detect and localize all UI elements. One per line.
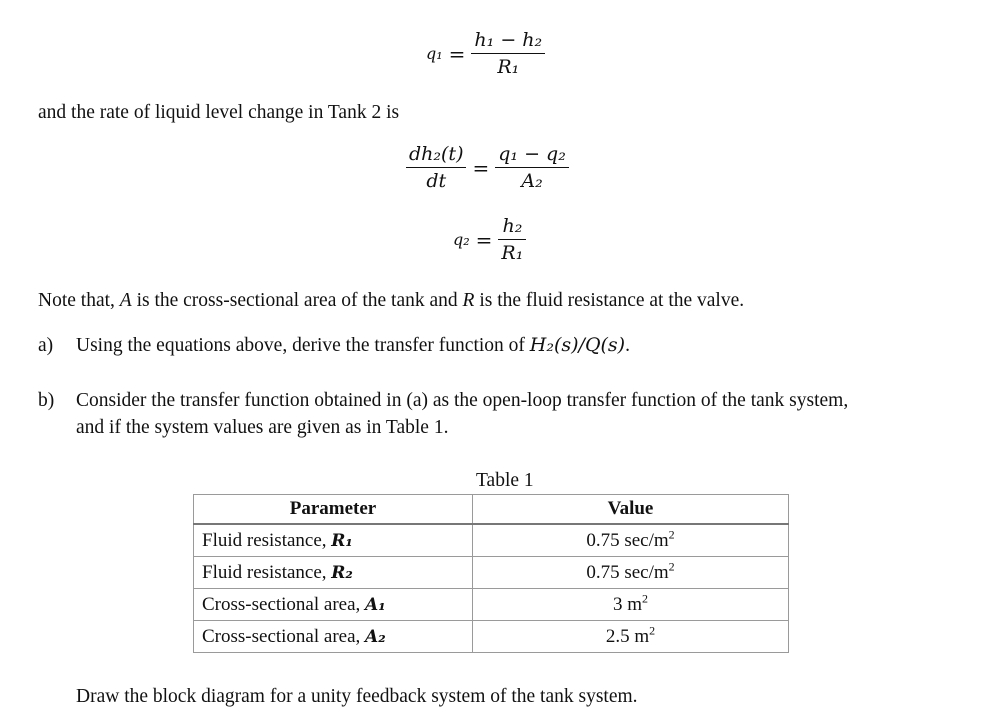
eq2-lhs-numerator: dh₂(t) xyxy=(409,143,464,165)
question-b-line2: and if the system values are given as in Table 1. xyxy=(76,417,449,438)
value-exponent: 2 xyxy=(668,527,675,542)
param-symbol: R₂ xyxy=(331,562,353,583)
value-text: 0.75 sec/m xyxy=(586,529,669,551)
question-a-body: Using the equations above, derive the transfer function of xyxy=(76,335,530,356)
eq1-lhs: q₁ xyxy=(426,44,443,63)
question-b-label: b) xyxy=(38,390,55,411)
final-instruction: Draw the block diagram for a unity feedback system of the tank system. xyxy=(76,686,638,707)
eq3-fraction xyxy=(498,213,526,266)
table-row xyxy=(194,557,789,589)
param-cell xyxy=(194,589,473,621)
value-cell xyxy=(473,557,789,589)
param-cell xyxy=(194,557,473,589)
eq2-lhs-fraction xyxy=(406,141,466,194)
eq2-rhs-numerator: q₁ − q₂ xyxy=(498,143,566,165)
note-text xyxy=(38,291,744,311)
note-symbol-a: A xyxy=(119,290,132,311)
table-row xyxy=(194,589,789,621)
value-text: 0.75 sec/m xyxy=(586,561,669,583)
param-cell xyxy=(194,524,473,557)
param-symbol: A₂ xyxy=(365,626,386,647)
value-cell xyxy=(473,524,789,557)
intro-text: and the rate of liquid level change in Tank 2 is xyxy=(38,102,400,123)
param-label: Fluid resistance, xyxy=(202,529,332,551)
question-b-line1: Consider the transfer function obtained in (a) as the open-loop transfer function of the tank system, xyxy=(76,390,849,411)
equation-q1 xyxy=(426,27,545,80)
eq1-numerator: h₁ − h₂ xyxy=(474,29,543,51)
param-label: Fluid resistance, xyxy=(202,561,332,583)
value-exponent: 2 xyxy=(668,559,675,574)
eq3-denominator: R₁ xyxy=(501,242,524,264)
param-symbol: R₁ xyxy=(331,530,353,551)
param-label: Cross-sectional area, xyxy=(202,625,366,647)
question-a-text xyxy=(76,336,630,356)
value-text: 2.5 m xyxy=(605,625,650,647)
eq1-denominator: R₁ xyxy=(497,56,520,78)
header-parameter: Parameter xyxy=(194,495,473,525)
parameter-table xyxy=(193,494,789,653)
equation-q2 xyxy=(453,213,526,266)
question-a-label: a) xyxy=(38,335,54,356)
param-label: Cross-sectional area, xyxy=(202,593,366,615)
eq2-rhs-fraction xyxy=(495,141,569,194)
value-cell xyxy=(473,589,789,621)
eq2-rhs-denominator: A₂ xyxy=(521,170,543,192)
value-cell xyxy=(473,621,789,653)
value-text: 3 m xyxy=(612,593,643,615)
note-suffix: is the fluid resistance at the valve. xyxy=(474,290,745,311)
equals-sign: = xyxy=(448,41,466,66)
equals-sign: = xyxy=(472,155,490,180)
question-a-math: H₂(s)/Q(s) xyxy=(529,334,626,356)
table-caption: Table 1 xyxy=(476,470,534,491)
table-row xyxy=(194,621,789,653)
param-cell xyxy=(194,621,473,653)
eq3-lhs: q₂ xyxy=(453,230,470,249)
eq1-fraction xyxy=(471,27,545,80)
note-mid: is the cross-sectional area of the tank and xyxy=(131,290,463,311)
value-exponent: 2 xyxy=(642,591,649,606)
table-row xyxy=(194,524,789,557)
param-symbol: A₁ xyxy=(365,594,386,615)
equation-dh2dt xyxy=(406,141,569,194)
note-symbol-r: R xyxy=(462,290,475,311)
value-exponent: 2 xyxy=(649,623,656,638)
note-prefix: Note that, xyxy=(38,290,120,311)
header-value: Value xyxy=(473,495,789,525)
table-header-row xyxy=(194,495,789,525)
eq2-lhs-denominator: dt xyxy=(426,170,447,192)
question-a-end: . xyxy=(625,335,630,356)
equals-sign: = xyxy=(475,227,493,252)
eq3-numerator: h₂ xyxy=(502,215,523,237)
